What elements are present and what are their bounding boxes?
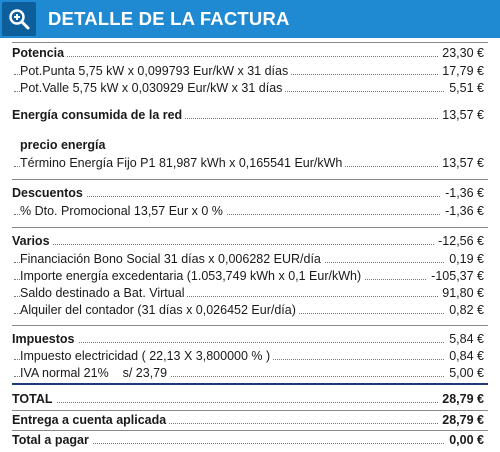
section-total: -1,36 €: [441, 184, 484, 202]
line-item-value: 91,80 €: [438, 284, 484, 302]
advance-payment-row: [0, 411, 500, 429]
header-title: DETALLE DE LA FACTURA: [48, 8, 290, 29]
line-item-value: 5,00 €: [445, 364, 484, 382]
line-item-label: Pot.Punta 5,75 kW x 0,099793 Eur/kW x 31 días: [20, 62, 291, 80]
line-item: [0, 202, 500, 220]
section-title: Potencia: [12, 44, 67, 62]
section-total: 13,57 €: [438, 106, 484, 124]
line-item: [0, 284, 500, 302]
line-item: [0, 62, 500, 80]
line-item-label: Alquiler del contador (31 días x 0,026452 Eur/día): [20, 301, 299, 319]
line-item-value: -1,36 €: [441, 202, 484, 220]
section-potencia-header: [0, 44, 500, 62]
line-item-label: % Dto. Promocional 13,57 Eur x 0 %: [20, 202, 226, 220]
total-value: 28,79 €: [438, 390, 484, 408]
amount-due-row: [0, 431, 500, 449]
line-item-value: 17,79 €: [438, 62, 484, 80]
line-item-label: Término Energía Fijo P1 81,987 kWh x 0,165541 Eur/kWh: [20, 154, 345, 172]
line-item-value: 0,19 €: [445, 250, 484, 268]
line-item-label: Saldo destinado a Bat. Virtual: [20, 284, 187, 302]
line-item: [0, 364, 500, 382]
section-title: Descuentos: [12, 184, 86, 202]
line-item: [0, 79, 500, 97]
section-title: Energía consumida de la red: [12, 106, 185, 124]
line-item-value: 0,82 €: [445, 301, 484, 319]
section-divider: [12, 227, 488, 228]
section-total: -12,56 €: [434, 232, 484, 250]
section-title: Varios: [12, 232, 53, 250]
section-total: 23,30 €: [438, 44, 484, 62]
line-item: [0, 154, 500, 172]
invoice-detail-header: [0, 0, 500, 38]
subsection-title-row: [0, 136, 500, 154]
section-descuentos-header: [0, 184, 500, 202]
section-divider: [12, 42, 488, 43]
line-item-value: 13,57 €: [438, 154, 484, 172]
total-label: TOTAL: [12, 390, 56, 408]
line-item: [0, 267, 500, 285]
amount-due-label: Total a pagar: [12, 431, 92, 449]
section-title: Impuestos: [12, 330, 78, 348]
advance-payment-value: 28,79 €: [438, 411, 484, 429]
line-item-label: Importe energía excedentaria (1.053,749 kWh x 0,1 Eur/kWh): [20, 267, 364, 285]
section-impuestos-header: [0, 330, 500, 348]
line-item-label: Pot.Valle 5,75 kW x 0,030929 Eur/kW x 31 días: [20, 79, 285, 97]
section-total: 5,84 €: [445, 330, 484, 348]
line-item-label: Impuesto electricidad ( 22,13 X 3,800000 % ): [20, 347, 273, 365]
line-item: [0, 347, 500, 365]
line-item-value: -105,37 €: [427, 267, 484, 285]
line-item-label: IVA normal 21% s/ 23,79: [20, 364, 170, 382]
line-item-label: Financiación Bono Social 31 días x 0,006282 EUR/día: [20, 250, 324, 268]
totals-divider: [12, 383, 488, 385]
section-divider: [12, 325, 488, 326]
section-energia-header: [0, 106, 500, 124]
advance-payment-label: Entrega a cuenta aplicada: [12, 411, 169, 429]
line-item: [0, 250, 500, 268]
section-divider: [12, 179, 488, 180]
amount-due-value: 0,00 €: [445, 431, 484, 449]
total-row: [0, 390, 500, 408]
section-varios-header: [0, 232, 500, 250]
line-item-value: 5,51 €: [445, 79, 484, 97]
subsection-title: precio energía: [20, 136, 108, 154]
line-item: [0, 301, 500, 319]
line-item-value: 0,84 €: [445, 347, 484, 365]
magnifier-plus-icon[interactable]: [2, 2, 36, 36]
